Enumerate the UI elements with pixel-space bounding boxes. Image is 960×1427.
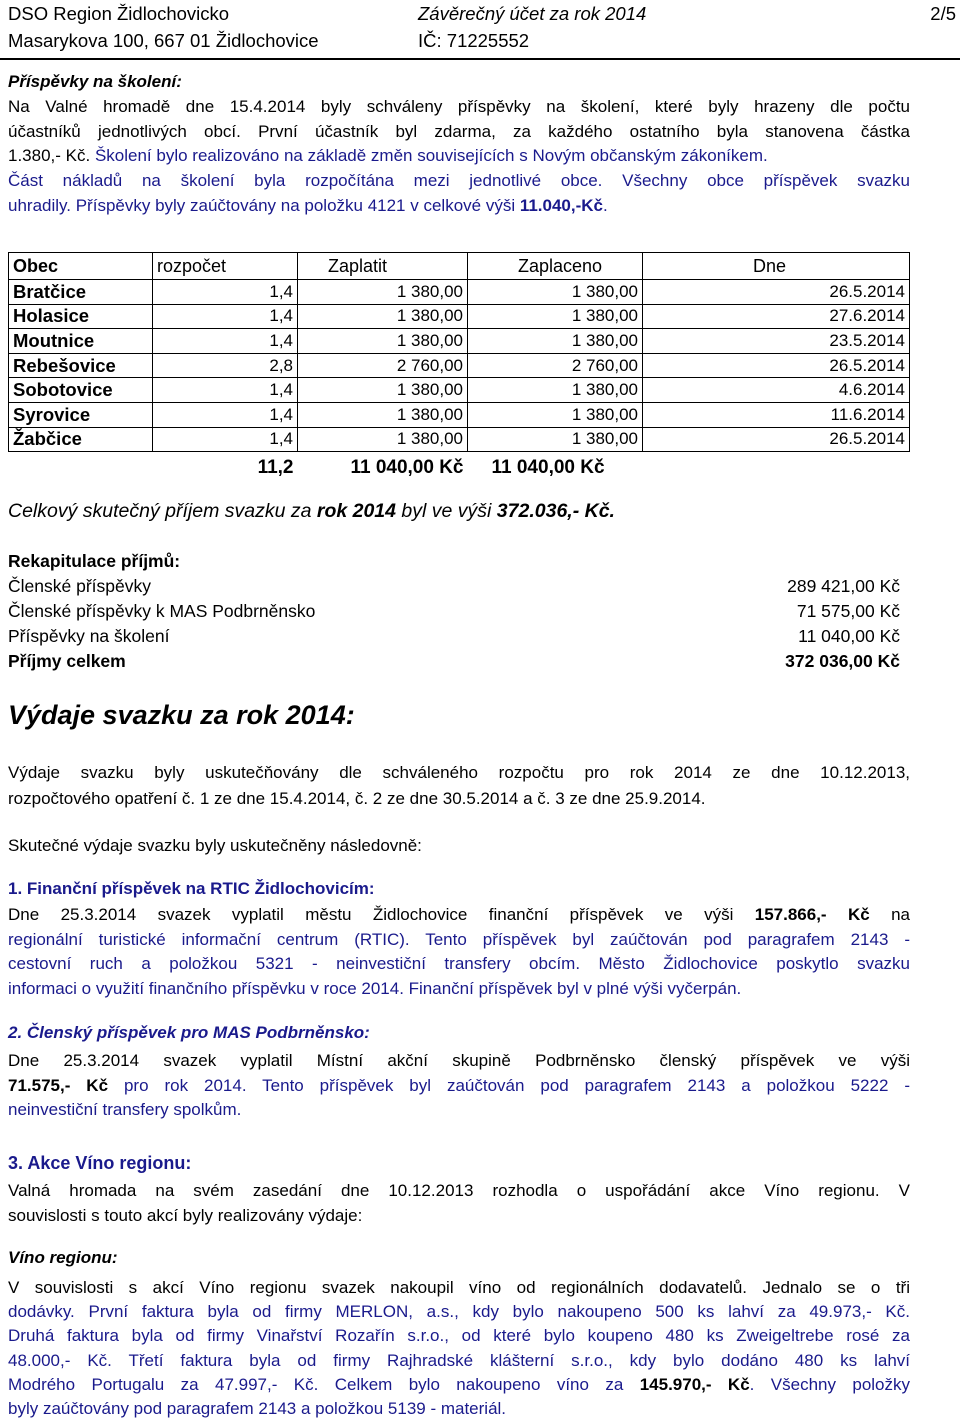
recap-label: Příspěvky na školení (8, 626, 170, 646)
section-1-heading: 1. Finanční příspěvek na RTIC Židlochovicím: (8, 879, 375, 898)
section-1-body (8, 903, 910, 1002)
cell-rozpocet: 2,8 (153, 353, 298, 378)
wine-line-3: Druhá faktura byla od firmy Vinařství Rozařín s.r.o., od které bylo koupeno 480 ks Zweigeltrebe rosé za (8, 1326, 910, 1346)
page-number: 2/5 (930, 3, 956, 24)
recap-value: 289 421,00 Kč (787, 576, 900, 596)
expenses-heading: Výdaje svazku za rok 2014: (8, 700, 355, 730)
wine-line-6: byly zaúčtovány pod paragrafem 2143 a položkou 5139 - materiál. (8, 1399, 507, 1419)
cell-dne: 26.5.2014 (643, 280, 910, 305)
cell-zaplatit: 1 380,00 (298, 402, 468, 427)
training-total: 11.040,-Kč (519, 195, 604, 215)
cell-dne: 26.5.2014 (643, 427, 910, 452)
expenses-intro-line-2: rozpočtového opatření č. 1 ze dne 15.4.2014, č. 2 ze dne 30.5.2014 a č. 3 ze dne 25.9.2014. (8, 788, 706, 808)
org-ic: IČ: 71225552 (418, 30, 530, 51)
header-divider (0, 58, 960, 60)
cell-obec: Sobotovice (9, 378, 153, 403)
wine-line-5: Modrého Portugalu za 47.997,- Kč. Celkem bylo nakoupeno víno za 145.970,- Kč. Všechny položky (8, 1374, 911, 1394)
recap-label: Členské příspěvky (8, 576, 151, 596)
table-row (9, 378, 910, 403)
training-line-4: Část nákladů na školení byla rozpočítána mezi jednotlivé obce. Všechny obce příspěvek svazku (8, 171, 910, 191)
section-1-line-1: Dne 25.3.2014 svazek vyplatil městu Židlochovice finanční příspěvek ve výši 157.866,- Kč na (8, 905, 910, 924)
cell-zaplaceno: 1 380,00 (468, 378, 643, 403)
table-row (9, 402, 910, 427)
training-line-5: uhradily. Příspěvky byly zaúčtovány na položku 4121 v celkové výši 11.040,-Kč. (8, 195, 608, 215)
cell-dne: 11.6.2014 (643, 402, 910, 427)
document-title: Závěrečný účet za rok 2014 (418, 3, 647, 24)
table-row (9, 427, 910, 452)
section-1-line-3: cestovní ruch a položkou 5321 - neinvestiční transfery obcím. Město Židlochovice poskytlo svazku (8, 954, 910, 974)
expenses-actual: Skutečné výdaje svazku byly uskutečněny následovně: (8, 836, 422, 855)
col-header-zaplatit: Zaplatit (298, 253, 468, 280)
wine-line-1: V souvislosti s akcí Víno regionu svazek nakoupil víno od regionálních dodavatelů. Jednalo se o tři (8, 1278, 910, 1297)
cell-rozpocet: 1,4 (153, 329, 298, 354)
table-header-row (9, 253, 910, 280)
total-rozpocet: 11,2 (257, 456, 294, 478)
expenses-intro (8, 760, 910, 811)
col-header-obec: Obec (9, 253, 153, 280)
training-payments-table (8, 252, 910, 484)
total-zaplaceno: 11 040,00 Kč (491, 456, 605, 478)
section-3-body (8, 1179, 910, 1228)
training-line-3: 1.380,- Kč. Školení bylo realizováno na základě změn souvisejících s Novým občanským zákoníkem. (8, 146, 768, 166)
section-1-line-4: informaci o využití finančního příspěvku v roce 2014. Finanční příspěvek byl v plné výši vyčerpán. (8, 979, 742, 999)
recap-value: 11 040,00 Kč (798, 626, 900, 646)
cell-obec: Bratčice (9, 280, 153, 305)
section-2-heading: 2. Členský příspěvek pro MAS Podbrněnsko: (8, 1023, 370, 1042)
cell-dne: 26.5.2014 (643, 353, 910, 378)
cell-zaplatit: 2 760,00 (298, 353, 468, 378)
recap-heading: Rekapitulace příjmů: (8, 551, 181, 571)
table-row (9, 304, 910, 329)
section-3-heading: 3. Akce Víno regionu: (8, 1153, 192, 1173)
wine-line-4: 48.000,- Kč. Třetí faktura byla od firmy Rajhradské klášterní s.r.o., kdy bylo dodáno 480 ks lahví (8, 1350, 910, 1370)
training-heading: Příspěvky na školení: (8, 72, 182, 91)
cell-zaplaceno: 1 380,00 (468, 427, 643, 452)
total-blank-end (643, 452, 910, 484)
table-row (9, 353, 910, 378)
cell-rozpocet: 1,4 (153, 378, 298, 403)
cell-obec: Moutnice (9, 329, 153, 354)
cell-rozpocet: 1,4 (153, 427, 298, 452)
recap-label: Členské příspěvky k MAS Podbrněnsko (8, 601, 316, 621)
col-header-rozpocet: rozpočet (153, 253, 298, 280)
cell-zaplaceno: 2 760,00 (468, 353, 643, 378)
cell-zaplaceno: 1 380,00 (468, 280, 643, 305)
table-row (9, 329, 910, 354)
cell-obec: Holasice (9, 304, 153, 329)
section-2-line-2: 71.575,- Kč pro rok 2014. Tento příspěvek byl zaúčtován pod paragrafem 2143 a položkou 5222 - (8, 1075, 910, 1095)
col-header-dne: Dne (643, 253, 910, 280)
cell-dne: 27.6.2014 (643, 304, 910, 329)
recap-total-label: Příjmy celkem (8, 651, 126, 671)
training-line-1: Na Valné hromadě dne 15.4.2014 byly schváleny příspěvky na školení, které byly hrazeny dle počtu (8, 97, 910, 116)
table-row (9, 280, 910, 305)
wine-paragraph (8, 1276, 910, 1421)
table-total-row (9, 452, 910, 484)
cell-rozpocet: 1,4 (153, 304, 298, 329)
expenses-intro-line-1: Výdaje svazku byly uskutečňovány dle schváleného rozpočtu pro rok 2014 ze dne 10.12.2013, (8, 763, 910, 782)
col-header-zaplaceno: Zaplaceno (468, 253, 643, 280)
cell-obec: Rebešovice (9, 353, 153, 378)
cell-zaplatit: 1 380,00 (298, 378, 468, 403)
recap-value: 71 575,00 Kč (796, 601, 900, 621)
cell-rozpocet: 1,4 (153, 280, 298, 305)
cell-dne: 23.5.2014 (643, 329, 910, 354)
training-paragraph (8, 95, 910, 219)
wine-subheading: Víno regionu: (8, 1248, 118, 1267)
cell-zaplaceno: 1 380,00 (468, 402, 643, 427)
cell-zaplatit: 1 380,00 (298, 329, 468, 354)
cell-zaplaceno: 1 380,00 (468, 304, 643, 329)
cell-obec: Žabčice (9, 427, 153, 452)
org-address: Masarykova 100, 667 01 Židlochovice (8, 30, 319, 51)
cell-zaplaceno: 1 380,00 (468, 329, 643, 354)
section-2-body (8, 1049, 910, 1123)
cell-zaplatit: 1 380,00 (298, 427, 468, 452)
section-3-line-2: souvislosti s touto akcí byly realizovány výdaje: (8, 1205, 363, 1225)
cell-rozpocet: 1,4 (153, 402, 298, 427)
total-income-sentence: Celkový skutečný příjem svazku za rok 2014 byl ve výši 372.036,- Kč. (8, 500, 615, 522)
training-line-2: účastníků jednotlivých obcí. První účastník byl zdarma, za každého ostatního byla stanovena částka (8, 121, 910, 141)
page-header (8, 3, 960, 57)
wine-line-2: dodávky. První faktura byla od firmy MERLON, a.s., kdy bylo nakoupeno 500 ks lahví za 49.973,- Kč. (8, 1302, 910, 1322)
section-1-line-2: regionální turistické informační centrum (RTIC). Tento příspěvek byl zaúčtován pod paragrafem 2143 - (8, 929, 910, 949)
recap-total-value: 372 036,00 Kč (785, 651, 900, 671)
org-name: DSO Region Židlochovicko (8, 3, 230, 24)
cell-zaplatit: 1 380,00 (298, 304, 468, 329)
cell-obec: Syrovice (9, 402, 153, 427)
section-2-line-3: neinvestiční transfery spolkům. (8, 1100, 242, 1120)
cell-dne: 4.6.2014 (643, 378, 910, 403)
section-2-line-1: Dne 25.3.2014 svazek vyplatil Místní akční skupině Podbrněnsko členský příspěvek ve výši (8, 1051, 910, 1070)
section-3-line-1: Valná hromada na svém zasedání dne 10.12.2013 rozhodla o uspořádání akce Víno regionu. V (8, 1181, 910, 1200)
total-zaplatit: 11 040,00 Kč (350, 456, 464, 478)
total-blank (9, 452, 153, 484)
cell-zaplatit: 1 380,00 (298, 280, 468, 305)
